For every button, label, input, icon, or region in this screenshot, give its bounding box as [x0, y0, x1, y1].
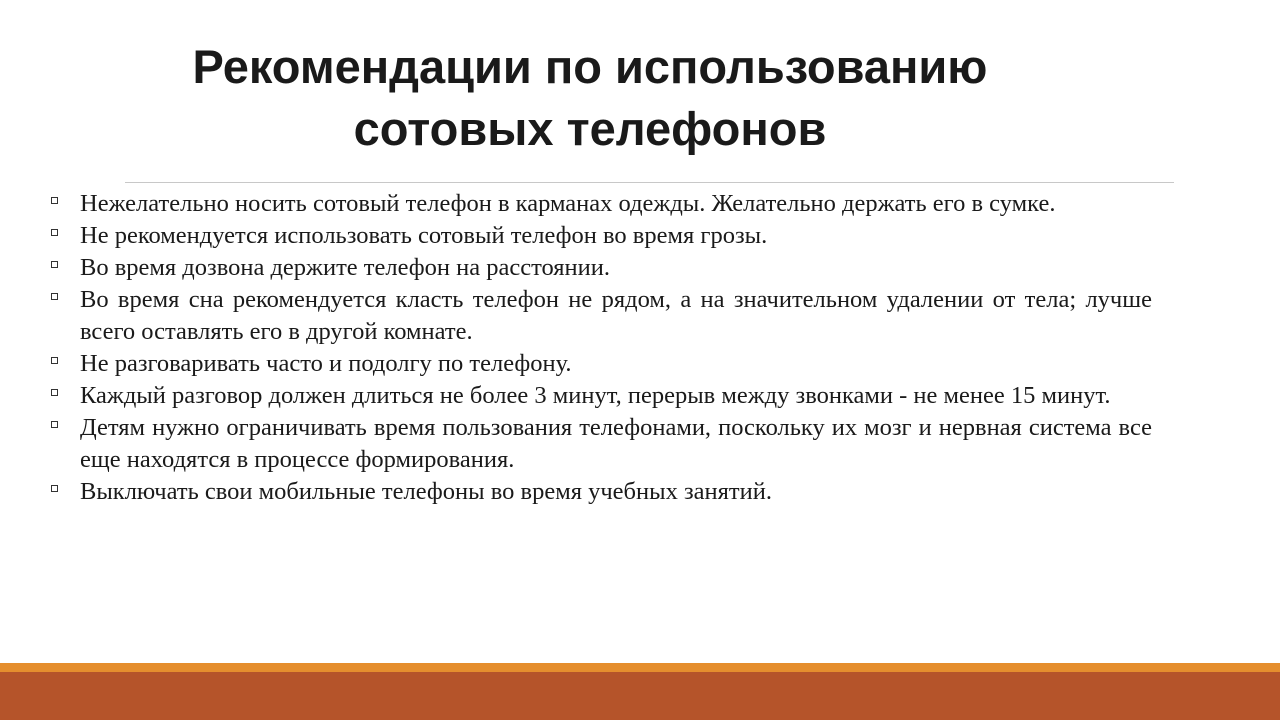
slide-title — [160, 36, 1020, 160]
list-item — [48, 188, 1152, 220]
recommendation-list — [48, 188, 1152, 508]
list-item-text: Во время сна рекомендуется класть телефон не рядом, а на значительном удалении от тела; лучше всего оставлять его в другой комнате. — [80, 286, 1152, 345]
square-bullet-icon — [51, 229, 58, 236]
list-item-text: Детям нужно ограничивать время пользования телефонами, поскольку их мозг и нервная система все еще находятся в процессе формирования. — [80, 414, 1152, 473]
footer-accent-stripe — [0, 663, 1280, 672]
list-item — [48, 412, 1152, 476]
square-bullet-icon — [51, 357, 58, 364]
square-bullet-icon — [51, 485, 58, 492]
list-item — [48, 252, 1152, 284]
list-item — [48, 220, 1152, 252]
title-divider — [125, 182, 1174, 183]
square-bullet-icon — [51, 389, 58, 396]
square-bullet-icon — [51, 197, 58, 204]
square-bullet-icon — [51, 421, 58, 428]
list-item — [48, 284, 1152, 348]
slide-title-line-1: Рекомендации по использованию — [192, 40, 988, 93]
square-bullet-icon — [51, 293, 58, 300]
slide-title-line-2: сотовых телефонов — [353, 102, 827, 155]
list-item-text: Каждый разговор должен длиться не более 3 минут, перерыв между звонками - не менее 15 минут. — [80, 382, 1111, 409]
list-item-text: Выключать свои мобильные телефоны во время учебных занятий. — [80, 478, 772, 505]
list-item-text: Не разговаривать часто и подолгу по телефону. — [80, 350, 572, 377]
list-item — [48, 380, 1152, 412]
list-item-text: Не рекомендуется использовать сотовый телефон во время грозы. — [80, 222, 768, 249]
list-item-text: Во время дозвона держите телефон на расстоянии. — [80, 254, 611, 281]
list-item-text: Нежелательно носить сотовый телефон в карманах одежды. Желательно держать его в сумке. — [80, 190, 1056, 217]
square-bullet-icon — [51, 261, 58, 268]
footer-bar — [0, 672, 1280, 720]
list-item — [48, 348, 1152, 380]
list-item — [48, 476, 1152, 508]
